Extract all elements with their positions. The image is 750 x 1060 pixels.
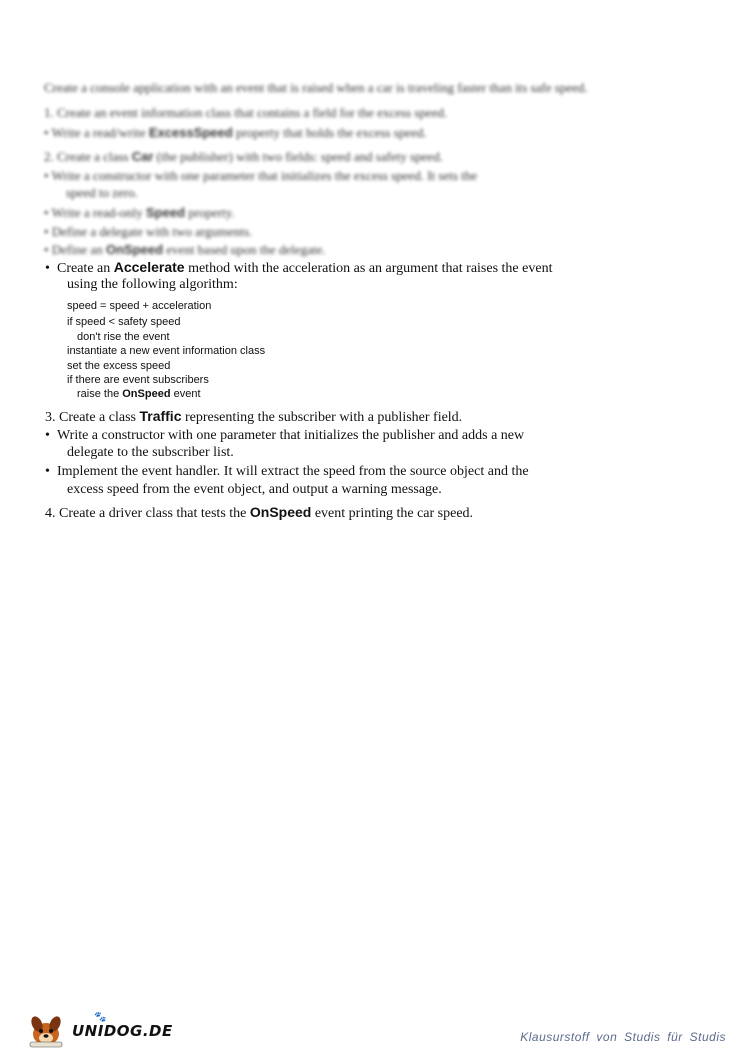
footer-tagline: Klausurstoff von Studis für Studis [520,1030,726,1044]
algorithm-line-4: instantiate a new event information class [67,345,266,357]
algorithm-line-1: speed = speed + acceleration [67,300,212,312]
intro-text: Create a console application with an event that is raised when a car is traveling faster than its safe speed. [44,80,588,95]
accelerate-method-cont: using the following algorithm: [67,277,238,292]
bullet-traffic-constructor: • Write a constructor with one parameter that initializes the publisher and adds a new [45,428,525,443]
step-4-text: 4. Create a driver class that tests the OnSpeed event printing the car speed. [45,504,474,521]
bullet-accelerate-method: • Create an Accelerate method with the acceleration as an argument that raises the event [45,259,553,276]
algorithm-line-5: set the excess speed [67,360,171,372]
logo-text: UNIDOG.DE [72,1022,173,1040]
bullet-speed-property: • Write a read-only Speed property. [44,205,235,220]
step-3-text: 3. Create a class Traffic representing the subscriber with a publisher field. [45,408,463,425]
algorithm-line-6: if there are event subscribers [67,374,209,386]
bullet-event-handler-cont: excess speed from the event object, and output a warning message. [67,482,442,497]
step-2-text: 2. Create a class Car (the publisher) with two fields: speed and safety speed. [44,149,443,164]
bullet-delegate: • Define a delegate with two arguments. [44,224,253,239]
algorithm-line-3: don't rise the event [77,331,170,343]
algorithm-line-7: raise the OnSpeed event [77,388,201,400]
paw-icon: 🐾 [94,1012,107,1023]
unidog-logo [18,1012,173,1050]
bullet-event-handler: • Implement the event handler. It will extract the speed from the source object and the [45,464,529,479]
bullet-constructor-speed: • Write a constructor with one parameter that initializes the excess speed. It sets the [44,168,478,183]
dog-icon [24,1014,68,1048]
bullet-constructor-speed-cont: speed to zero. [66,185,138,200]
step-1-text: 1. Create an event information class that contains a field for the excess speed. [44,105,448,120]
bullet-traffic-constructor-cont: delegate to the subscriber list. [67,445,234,460]
bullet-excess-speed: • Write a read/write ExcessSpeed property that holds the excess speed. [44,125,427,140]
bullet-onspeed-event: • Define an OnSpeed event based upon the delegate. [44,242,326,257]
algorithm-line-2: if speed < safety speed [67,316,181,328]
